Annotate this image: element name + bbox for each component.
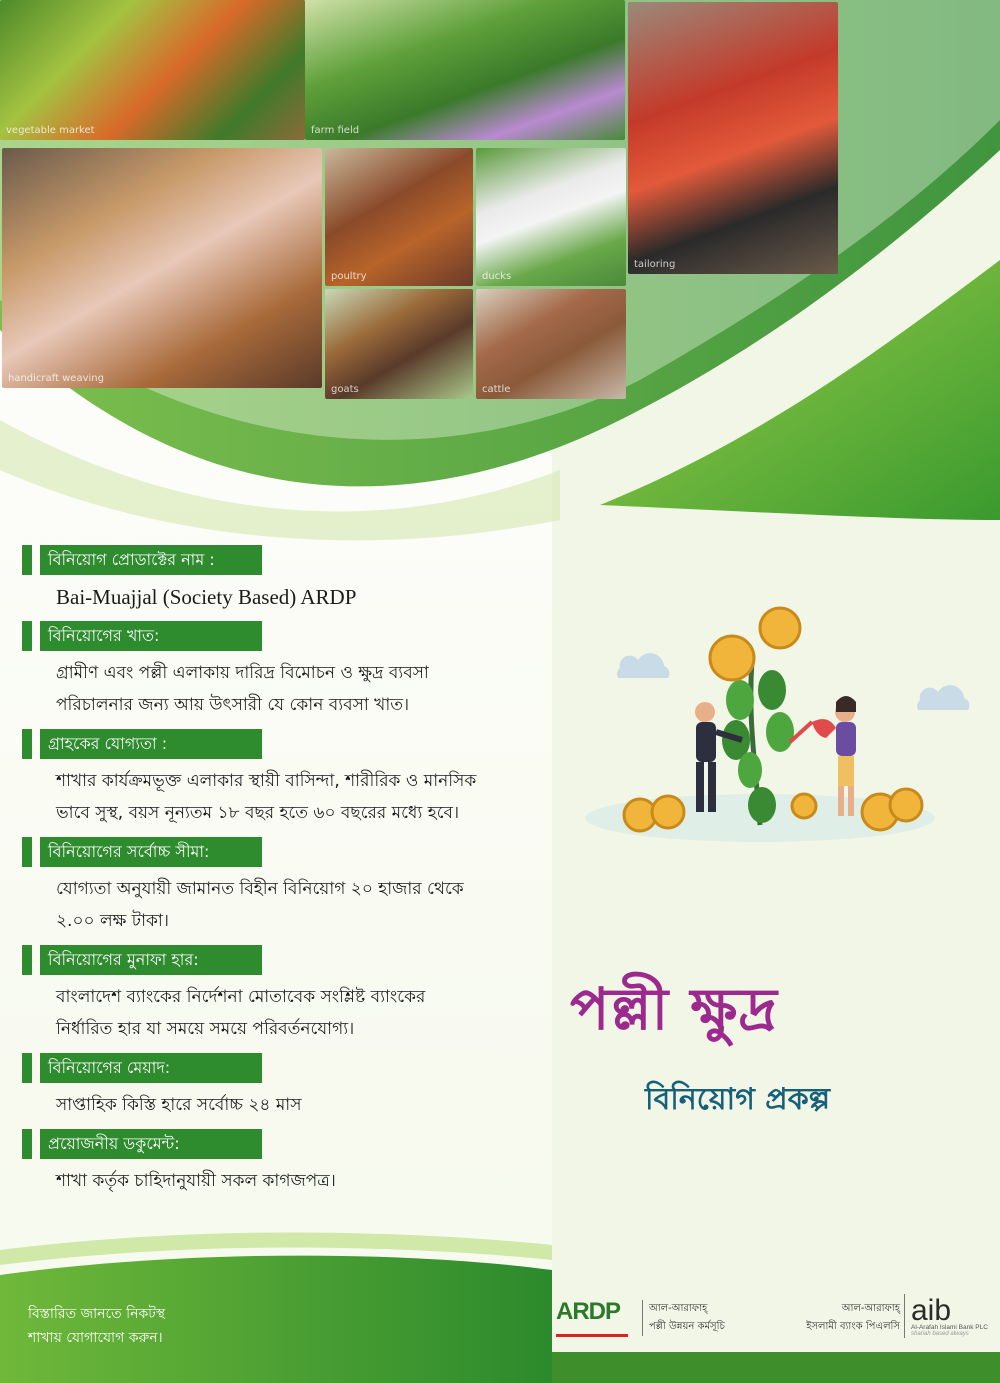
section-heading: গ্রাহকের যোগ্যতা :: [40, 729, 262, 759]
section-eligibility: [40, 729, 540, 837]
aib-name-line: আল-আরাফাহ্: [841, 1303, 900, 1314]
section-documents: [40, 1129, 540, 1205]
photo-caption: goats: [331, 384, 359, 395]
contact-note: [28, 1302, 258, 1350]
photo-caption: tailoring: [634, 259, 676, 270]
aib-logo: [904, 1294, 1000, 1338]
ardp-name: [642, 1300, 725, 1336]
body-line: ভাবে সুস্থ, বয়স নূন্যতম ১৮ বছর হতে ৬০ বছরের মধ্যে হবে।: [56, 803, 460, 823]
photo-ducks: [476, 148, 626, 286]
project-title-line1: পল্লী ক্ষুদ্র: [570, 975, 778, 1043]
photo-caption: vegetable market: [6, 125, 95, 136]
photo-caption: ducks: [482, 271, 512, 282]
section-body: [40, 1083, 540, 1129]
section-heading: বিনিয়োগের সর্বোচ্চ সীমা:: [40, 837, 262, 867]
body-line: Bai-Muajjal (Society Based) ARDP: [56, 585, 357, 609]
photo-vegetable-market: [0, 0, 305, 140]
info-sections: [40, 545, 540, 1205]
section-heading: প্রয়োজনীয় ডকুমেন্ট:: [40, 1129, 262, 1159]
photo-caption: cattle: [482, 384, 511, 395]
photo-caption: handicraft weaving: [8, 373, 104, 384]
section-body: [40, 1159, 540, 1205]
section-body: [40, 975, 540, 1053]
photo-poultry: [325, 148, 473, 286]
section-investment-sector: [40, 621, 540, 729]
aib-logo-tagline: shariah based always: [911, 1331, 969, 1337]
photo-goats: [325, 289, 473, 399]
section-tenure: [40, 1053, 540, 1129]
contact-line: বিস্তারিত জানতে নিকটস্থ: [28, 1306, 166, 1322]
photo-farm-field: [305, 0, 625, 140]
section-product-name: [40, 545, 540, 621]
section-body: [40, 867, 540, 945]
section-profit-rate: [40, 945, 540, 1053]
body-line: গ্রামীণ এবং পল্লী এলাকায় দারিদ্র বিমোচন ও ক্ষুদ্র ব্যবসা: [56, 663, 429, 683]
photo-caption: poultry: [331, 271, 367, 282]
photo-caption: farm field: [311, 125, 360, 136]
body-line: বাংলাদেশ ব্যাংকের নির্দেশনা মোতাবেক সংশ্লিষ্ট ব্যাংকের: [56, 987, 426, 1007]
photo-tailoring: [628, 2, 838, 274]
aib-name-line: ইসলামী ব্যাংক পিএলসি: [806, 1321, 900, 1332]
section-body: [40, 575, 540, 621]
ardp-logo: ARDP: [556, 1298, 628, 1337]
aib-logo-name: Al-Arafah Islami Bank PLC: [911, 1324, 988, 1331]
section-heading: বিনিয়োগের মুনাফা হার:: [40, 945, 262, 975]
ardp-name-line: পল্লী উন্নয়ন কর্মসূচি: [649, 1321, 725, 1332]
project-title-line2: বিনিয়োগ প্রকল্প: [645, 1082, 831, 1117]
section-body: [40, 651, 540, 729]
section-heading: বিনিয়োগের খাত:: [40, 621, 262, 651]
body-line: নির্ধারিত হার যা সময়ে সময়ে পরিবর্তনযোগ্য।: [56, 1019, 355, 1039]
section-max-limit: [40, 837, 540, 945]
photo-cattle: [476, 289, 626, 399]
aib-logo-mark: aib: [911, 1294, 952, 1327]
section-body: [40, 759, 540, 837]
body-line: পরিচালনার জন্য আয় উৎসারী যে কোন ব্যবসা খাত।: [56, 695, 410, 715]
body-line: যোগ্যতা অনুযায়ী জামানত বিহীন বিনিয়োগ ২০ হাজার থেকে: [56, 879, 464, 899]
body-line: শাখার কার্যক্রমভূক্ত এলাকার স্থায়ী বাসিন্দা, শারীরিক ও মানসিক: [56, 771, 477, 791]
photo-handicraft: [2, 148, 322, 388]
logo-bar: [552, 1290, 1000, 1352]
body-line: ২.০০ লক্ষ টাকা।: [56, 911, 169, 931]
contact-line: শাখায় যোগাযোগ করুন।: [28, 1330, 163, 1346]
ardp-name-line: আল-আরাফাহ্: [649, 1303, 708, 1314]
body-line: সাপ্তাহিক কিস্তি হারে সর্বোচ্চ ২৪ মাস: [56, 1095, 302, 1115]
body-line: শাখা কর্তৃক চাহিদানুযায়ী সকল কাগজপত্র।: [56, 1171, 336, 1191]
aib-name-bangla: [792, 1300, 900, 1336]
section-heading: বিনিয়োগের মেয়াদ:: [40, 1053, 262, 1083]
section-heading: বিনিয়োগ প্রোডাক্টের নাম :: [40, 545, 262, 575]
